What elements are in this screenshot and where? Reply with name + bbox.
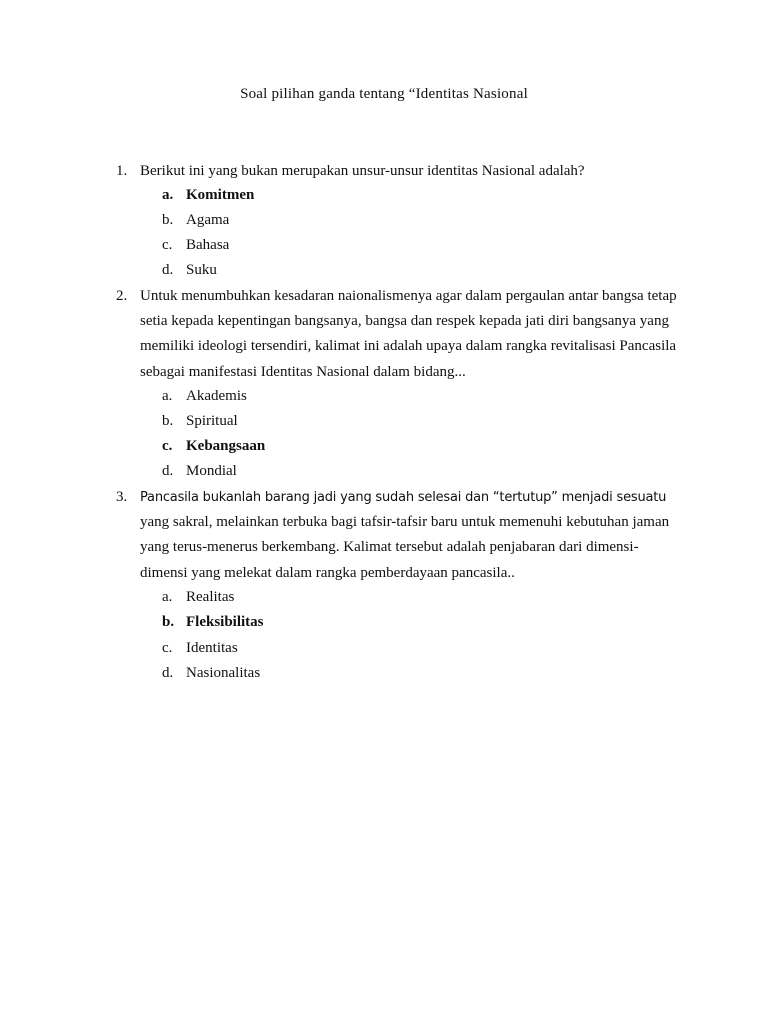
option-letter: d. <box>162 463 174 479</box>
option-text: Spiritual <box>186 413 238 429</box>
option-text: Mondial <box>186 463 237 479</box>
question-number: 3. <box>116 489 128 505</box>
option-1c <box>162 233 229 258</box>
option-1b <box>162 208 229 233</box>
option-1d <box>162 258 217 283</box>
option-letter: a. <box>162 388 173 404</box>
question-text-first-line: Pancasila bukanlah barang jadi yang sudah selesai dan “tertutup” menjadi sesuatu <box>140 490 667 505</box>
question-text-rest: yang sakral, melainkan terbuka bagi tafsir-tafsir baru untuk memenuhi kebutuhan jaman yang terus-menerus berkembang. Kalimat tersebut adalah penjabaran dari dimensi-dimensi yang melekat dalam rangka pemberdayaan pancasila.. <box>140 514 670 581</box>
option-text: Bahasa <box>186 237 230 253</box>
option-3b <box>162 610 264 635</box>
option-letter: d. <box>162 262 174 278</box>
option-text: Identitas <box>186 640 238 656</box>
option-text: Nasionalitas <box>186 665 261 681</box>
option-3c <box>162 636 238 661</box>
option-letter: d. <box>162 665 174 681</box>
option-3d <box>162 661 260 686</box>
question-text: Untuk menumbuhkan kesadaran naionalismenya agar dalam pergaulan antar bangsa tetap setia kepada kepentingan bangsanya, bangsa dan respek kepada jati diri bangsanya yang memiliki ideologi tersendiri, kalimat ini adalah upaya dalam rangka revitalisasi Pancasila sebagai manifestasi Identitas Nasional dalam bidang... <box>140 288 677 380</box>
option-letter: b. <box>162 614 175 630</box>
option-letter: a. <box>162 187 174 203</box>
option-text: Suku <box>186 262 217 278</box>
page-title: Soal pilihan ganda tentang “Identitas Nasional <box>240 86 528 102</box>
option-text: Realitas <box>186 589 235 605</box>
question-text <box>140 485 680 586</box>
option-letter: c. <box>162 438 173 454</box>
option-2d <box>162 459 237 484</box>
option-3a <box>162 585 234 610</box>
option-1a <box>162 183 254 208</box>
option-text: Akademis <box>186 388 247 404</box>
option-letter: b. <box>162 212 174 228</box>
option-letter: c. <box>162 237 173 253</box>
option-letter: b. <box>162 413 174 429</box>
option-text: Agama <box>186 212 230 228</box>
question-text: Berikut ini yang bukan merupakan unsur-unsur identitas Nasional adalah? <box>140 163 585 179</box>
option-2a <box>162 384 247 409</box>
option-letter: c. <box>162 640 173 656</box>
question-number: 2. <box>116 288 128 304</box>
option-text: Kebangsaan <box>186 438 266 454</box>
question-number: 1. <box>116 163 128 179</box>
option-text: Fleksibilitas <box>186 614 264 630</box>
option-letter: a. <box>162 589 173 605</box>
option-text: Komitmen <box>186 187 255 203</box>
option-2c <box>162 434 265 459</box>
option-2b <box>162 409 238 434</box>
